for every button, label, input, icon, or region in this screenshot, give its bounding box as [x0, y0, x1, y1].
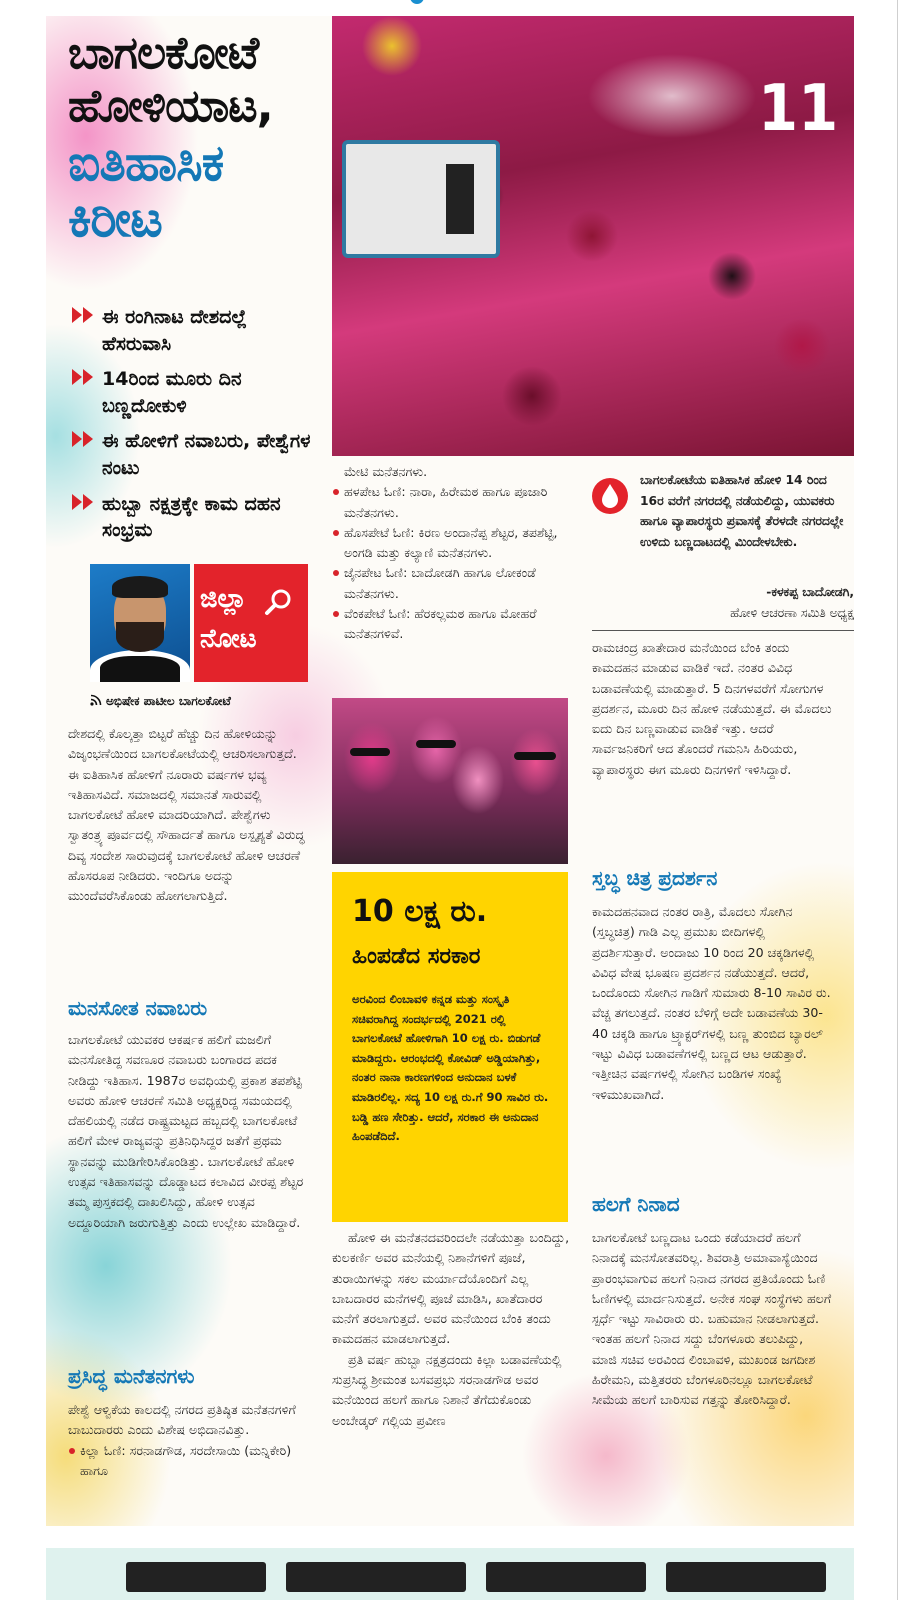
quote-text: ಬಾಗಲಕೋಟೆಯ ಐತಿಹಾಸಿಕ ಹೋಳಿ 14 ರಿಂದ 16ರ ವರೆಗೆ ನಗರದಲ್ಲಿ ನಡೆಯಲಿದ್ದು, ಯುವಕರು ಹಾಗೂ ವ್ಯಾಪಾರಸ್ಥರು ಪ್ರವಾಸಕ್ಕೆ ತೆರಳದೇ ನಗರದಲ್ಲೇ ಉಳಿದು ಬಣ್ಣದಾಟದಲ್ಲಿ ಮಿಂದೇಳಬೇಕು.: [640, 473, 844, 549]
subheading-families: ಪ್ರಸಿದ್ಧ ಮನೆತನಗಳು: [68, 1364, 195, 1388]
page-number: 11: [758, 72, 839, 146]
highlight-text: ಈ ರಂಗಿನಾಟ ದೇಶದಲ್ಲೆ ಹೆಸರುವಾಸಿ: [102, 306, 247, 355]
byline: [90, 694, 340, 709]
double-arrow-icon: [72, 369, 96, 385]
right-intro-text: [592, 638, 832, 780]
subheading-tableau: ಸ್ತಬ್ಧ ಚಿತ್ರ ಪ್ರದರ್ಶನ: [592, 866, 718, 890]
nawabs-paragraph: ಬಾಗಲಕೋಟೆ ಯುವಕರ ಆಕರ್ಷಕ ಹಲಿಗೆ ಮಜಲಿಗೆ ಮನಸೋತಿದ್ದ ಸವಣೂರ ನವಾಬರು ಬಂಗಾರದ ಪದಕ ನೀಡಿದ್ದು ಇತಿಹಾಸ. 1987ರ ಅವಧಿಯಲ್ಲಿ ಪ್ರಕಾಶ ತಪಶೆಟ್ಟಿ ಅವರು ಹೋಳಿ ಆಚರಣೆ ಸಮಿತಿ ಅಧ್ಯಕ್ಷರಿದ್ದ ಸಮಯದಲ್ಲಿ ದೆಹಲಿಯಲ್ಲಿ ನಡೆದ ರಾಷ್ಟ್ರಮಟ್ಟದ ಹಬ್ಬದಲ್ಲಿ ಬಾಗಲಕೋಟೆ ಹಲಿಗೆ ಮೇಳ ರಾಜ್ಯವನ್ನು ಪ್ರತಿನಿಧಿಸಿದ್ದರ ಜತೆಗೆ ಪ್ರಥಮ ಸ್ಥಾನವನ್ನು ಮುಡಿಗೇರಿಸಿಕೊಂಡಿತ್ತು. ಬಾಗಲಕೋಟೆ ಹೋಳಿ ಉತ್ಸವ ಇತಿಹಾಸವನ್ನು ದೊಡ್ಡಾಟದ ಕಲಾವಿದ ವೀರಪ್ಪ ಶೆಟ್ಟರ ತಮ್ಮ ಪುಸ್ತಕದಲ್ಲಿ ದಾಖಲಿಸಿದ್ದು, ಹೋಳಿ ಉತ್ಸವ ಅದ್ದೂರಿಯಾಗಿ ಜರುಗುತ್ತಿತ್ತು ಎಂದು ಉಲ್ಲೇಖ ಮಾಡಿದ್ದಾರೆ.: [68, 1032, 304, 1230]
family-item: ಜೈನಪೇಟ ಓಣಿ: ಬಾದೋಡಗಿ ಹಾಗೂ ಲೋಕಂಡೆ ಮನೆತನಗಳು.: [332, 563, 572, 604]
family-item: ಕಿಲ್ಲಾ ಓಣಿ: ಸರನಾಡಗೌಡ, ಸರದೇಸಾಯಿ (ಮನ್ನಿಕೇರಿ) ಹಾಗೂ: [68, 1441, 308, 1482]
subheading-halage: ಹಲಗೆ ನಿನಾದ: [592, 1192, 680, 1216]
headline-line-4: ಕಿರೀಟ: [68, 190, 162, 248]
intro-paragraph: ದೇಶದಲ್ಲಿ ಕೊಲ್ಕತ್ತಾ ಬಿಟ್ಟರೆ ಹೆಚ್ಚು ದಿನ ಹೋಳಿಯನ್ನು ವಿಜೃಂಭಣೆಯಿಂದ ಬಾಗಲಕೋಟೆಯಲ್ಲಿ ಆಚರಿಸಲಾಗುತ್ತದೆ. ಈ ಐತಿಹಾಸಿಕ ಹೋಳಿಗೆ ನೂರಾರು ವರ್ಷಗಳ ಭವ್ಯ ಇತಿಹಾಸವಿದೆ. ಸಮಾಜದಲ್ಲಿ ಸಮಾನತೆ ಸಾರುವಲ್ಲಿ ಬಾಗಲಕೋಟೆ ಹೋಳಿ ಮಾದರಿಯಾಗಿದೆ. ಪೇಶ್ವೆಗಳು ಸ್ವಾತಂತ್ರ್ಯ ಪೂರ್ವದಲ್ಲಿ ಸೌಹಾರ್ದತೆ ಹಾಗೂ ಅಸ್ಪೃಶ್ಯತೆ ವಿರುದ್ಧ ದಿವ್ಯ ಸಂದೇಶ ಸಾರುವುದಕ್ಕೆ ಬಾಗಲಕೋಟೆ ಹೋಳಿ ಆಚರಣೆ ಹೊಸರೂಪ ನೀಡಿದರು. ಇಂದಿಗೂ ಅದನ್ನು ಮುಂದೆವರೆಸಿಕೊಂಡು ಹೋಗಲಾಗುತ್ತಿದೆ.: [68, 726, 305, 904]
byline-text: ಅಭಿಷೇಕ ಪಾಟೀಲ ಬಾಗಲಕೋಟೆ: [106, 694, 231, 708]
headline-line-1: ಬಾಗಲಕೋಟೆ: [68, 26, 259, 79]
feed-icon: [90, 694, 102, 706]
highlight-text: 14ರಿಂದ ಮೂರು ದಿನ ಬಣ್ಣದೋಕುಳಿ: [102, 368, 242, 417]
vehicle-in-photo: [342, 140, 500, 258]
column-badge-line-2: ನೋಟ: [200, 624, 257, 654]
double-arrow-icon: [72, 494, 96, 510]
headline: [68, 26, 338, 248]
family-item: ಹೊಸಪೇಟೆ ಓಣಿ: ಕಿರಣ ಅಂದಾನೆಪ್ಪ ಶೆಟ್ಟರ, ತಪಶೆಟ್ಟಿ, ಅಂಗಡಿ ಮತ್ತು ಕಲ್ಯಾಣಿ ಮನೆತನಗಳು.: [332, 523, 572, 564]
family-item: ಹಳಪೇಟ ಓಣಿ: ನಾರಾ, ಹಿರೇಮಠ ಹಾಗೂ ಪೂಜಾರಿ ಮನೆತನಗಳು.: [332, 482, 572, 523]
right-halage-text: [592, 1228, 832, 1411]
next-page-strip: [46, 1548, 854, 1600]
highlights-list: [72, 304, 322, 553]
right-tableau-text: [592, 902, 832, 1105]
mid-paragraph: ಪ್ರತಿ ವರ್ಷ ಹುಬ್ಬಾ ನಕ್ಷತ್ರದಂದು ಕಿಲ್ಲಾ ಬಡಾವಣೆಯಲ್ಲಿ ಸುಪ್ರಸಿದ್ಧ ಶ್ರೀಮಂತ ಬಸವಪ್ರಭು ಸರನಾಡಗೌಡ ಅವರ ಮನೆಯಿಂದ ಹಲಗೆ ಹಾಗೂ ನಿಶಾನೆ ತೆಗೆದುಕೊಂಡು ಅಂಬೇಡ್ಕರ್ ಗಲ್ಲಿಯ ಪ್ರವೀಣ: [332, 1351, 562, 1428]
top-bar: [0, 0, 921, 8]
mid-families-list: [332, 462, 572, 645]
mid-paragraph: ಹೋಳಿ ಈ ಮನೆತನದವರಿಂದಲೇ ನಡೆಯುತ್ತಾ ಬಂದಿದ್ದು, ಕುಲಕರ್ಣಿ ಅವರ ಮನೆಯಲ್ಲಿ ನಿಶಾನೆಗಳಿಗೆ ಪೂಜೆ, ತುರಾಯಿಗಳನ್ನು ಸಕಲ ಮರ್ಯಾದೆಯೊಂದಿಗೆ ಎಲ್ಲ ಬಾಬದಾರರ ಮನೆಗಳಲ್ಲಿ ಪೂಜೆ ಮಾಡಿಸಿ, ಖಾತೆದಾರರ ಮನೆಗೆ ತರಲಾಗುತ್ತದೆ. ಅವರ ಮನೆಯಿಂದ ಬೆಂಕಿ ತಂದು ಕಾಮದಹನ ಮಾಡಲಾಗುತ್ತದೆ.: [332, 1230, 570, 1347]
quote-divider: [592, 630, 854, 631]
quote-attribution: [646, 582, 854, 623]
subheading-nawabs: ಮನಸೋತ ನವಾಬರು: [68, 996, 208, 1020]
right-paragraph: ರಾಮಚಂದ್ರ ಖಾತೇದಾರ ಮನೆಯಿಂದ ಬೆಂಕಿ ತಂದು ಕಾಮದಹನ ಮಾಡುವ ವಾಡಿಕೆ ಇದೆ. ನಂತರ ವಿವಿಧ ಬಡಾವಣೆಯಲ್ಲಿ ಮಾಡುತ್ತಾರೆ. 5 ದಿನಗಳವರೆಗೆ ಸೋಗುಗಳ ಪ್ರದರ್ಶನ, ಮೂರು ದಿನ ಹೋಳಿ ನಡೆಯುತ್ತದೆ. ಈ ಮೊದಲು ಐದು ದಿನ ಬಣ್ಣವಾಡುವ ವಾಡಿಕೆ ಇತ್ತು. ಆದರೆ ಸಾರ್ವಜನಿಕರಿಗೆ ಆದ ತೊಂದರೆ ಗಮನಿಸಿ ಹಿರಿಯರು, ವ್ಯಾಪಾರಸ್ಥರು ಈಗ ಮೂರು ದಿನಗಳಿಗೆ ಇಳಿಸಿದ್ದಾರೆ.: [592, 640, 832, 777]
top-marker: [410, 0, 424, 4]
headline-line-3: ಐತಿಹಾಸಿಕ: [68, 134, 224, 192]
column-badge-line-1: ಜಿಲ್ಲಾ: [200, 584, 247, 614]
list-continuation: ಮೇಟಿ ಮನೆತನಗಳು.: [344, 464, 428, 479]
grant-box: [332, 872, 568, 1222]
quote-role: ಹೋಳಿ ಆಚರಣಾ ಸಮಿತಿ ಅಧ್ಯಕ್ಷ: [730, 605, 854, 620]
tableau-paragraph: ಕಾಮದಹನವಾದ ನಂತರ ರಾತ್ರಿ, ಮೊದಲು ಸೋಗಿನ (ಸ್ತಬ್ಧಚಿತ್ರ) ಗಾಡಿ ಎಲ್ಲ ಪ್ರಮುಖ ಬೀದಿಗಳಲ್ಲಿ ಪ್ರದರ್ಶಿಸುತ್ತಾರೆ. ಅಂದಾಜು 10 ರಿಂದ 20 ಚಕ್ಕಡಿಗಳಲ್ಲಿ ವಿವಿಧ ವೇಷ ಭೂಷಣ ಪ್ರದರ್ಶನ ನಡೆಯುತ್ತದೆ. ಆದರೆ, ಒಂದೊಂದು ಸೋಗಿನ ಗಾಡಿಗೆ ಸುಮಾರು 8-10 ಸಾವಿರ ರು. ವೆಚ್ಚ ತಗಲುತ್ತದೆ. ನಂತರ ಬೆಳಿಗ್ಗೆ ಅದೇ ಬಡಾವಣೆಯ 30-40 ಚಕ್ಕಡಿ ಹಾಗೂ ಟ್ರ್ಯಾಕ್ಟರ್‌ಗಳಲ್ಲಿ ಬಣ್ಣ ತುಂಬಿದ ಬ್ಯಾರಲ್ ಇಟ್ಟು ವಿವಿಧ ಬಡಾವಣೆಗಳಲ್ಲಿ ಬಣ್ಣದ ಆಟ ಆಡುತ್ತಾರೆ. ಇತ್ತೀಚಿನ ವರ್ಷಗಳಲ್ಲಿ ಸೋಗಿನ ಬಂಡಿಗಳ ಸಂಖ್ಯೆ ಇಳಿಮುಖವಾಗಿದೆ.: [592, 904, 831, 1102]
halage-paragraph: ಬಾಗಲಕೋಟೆ ಬಣ್ಣದಾಟ ಒಂದು ಕಡೆಯಾದರೆ ಹಲಗೆ ನಿನಾದಕ್ಕೆ ಮನಸೋತವರಿಲ್ಲ. ಶಿವರಾತ್ರಿ ಅಮಾವಾಸ್ಯೆಯಿಂದ ಪ್ರಾರಂಭವಾಗುವ ಹಲಗೆ ನಿನಾದ ನಗರದ ಪ್ರತಿಯೊಂದು ಓಣಿ ಓಣಿಗಳಲ್ಲಿ ಮಾರ್ದನಿಸುತ್ತದೆ. ಅನೇಕ ಸಂಘ ಸಂಸ್ಥೆಗಳು ಹಲಗೆ ಸ್ಪರ್ಧೆ ಇಟ್ಟು ಸಾವಿರಾರು ರು. ಬಹುಮಾನ ನೀಡಲಾಗುತ್ತದೆ. ಇಂತಹ ಹಲಗೆ ನಿನಾದ ಸದ್ದು ಬೆಂಗಳೂರು ತಲುಪಿದ್ದು, ಮಾಜಿ ಸಚಿವ ಅರವಿಂದ ಲಿಂಬಾವಳಿ, ಮುಖಂಡ ಜಗದೀಶ ಹಿರೇಮನಿ, ಮತ್ತಿತರರು ಬೆಂಗಳೂರಿನಲ್ಲೂ ಬಾಗಲಕೋಟೆ ಸೀಮೆಯ ಹಲಗೆ ಬಾರಿಸುವ ಗತ್ತನ್ನು ತೋರಿಸಿದ್ದಾರೆ.: [592, 1230, 832, 1408]
left-intro: [68, 724, 308, 907]
highlight-item: [72, 366, 322, 419]
quote-icon: [592, 478, 628, 514]
highlight-item: [72, 491, 322, 544]
page-edge-rule: [897, 0, 898, 1600]
families-paragraph: ಪೇಶ್ವೆ ಆಳ್ವಿಕೆಯ ಕಾಲದಲ್ಲಿ ನಗರದ ಪ್ರತಿಷ್ಠಿತ ಮನೆತನಗಳಿಗೆ ಬಾಬುದಾರರು ಎಂದು ವಿಶೇಷ ಅಭಿದಾನವಿತ್ತು.: [68, 1402, 296, 1438]
highlight-text: ಈ ಹೋಳಿಗೆ ನವಾಬರು, ಪೇಶ್ವೆಗಳ ನಂಟು: [102, 430, 311, 479]
highlight-item: [72, 304, 322, 357]
girls-holi-photo: [332, 698, 568, 864]
quote-author: -ಕಳಕಪ್ಪ ಬಾದೋಡಗಿ,: [766, 585, 854, 599]
grant-title-1: 10 ಲಕ್ಷ ರು.: [352, 894, 488, 929]
headline-line-2: ಹೋಳಿಯಾಟ,: [68, 79, 273, 132]
double-arrow-icon: [72, 307, 96, 323]
newspaper-page: [46, 16, 854, 1526]
double-arrow-icon: [72, 431, 96, 447]
highlight-text: ಹುಬ್ಬಾ ನಕ್ಷತ್ರಕ್ಕೇ ಕಾಮ ದಹನ ಸಂಭ್ರಮ: [102, 492, 281, 542]
left-nawabs-text: [68, 1030, 308, 1233]
mid-bottom-text: [332, 1228, 570, 1431]
family-item: ವೆಂಕಪೇಟೆ ಓಣಿ: ಹೆರಕಲ್ಲಮಠ ಹಾಗೂ ಮೋಹರೆ ಮನೆತನಗಳಿವೆ.: [332, 604, 572, 645]
author-photo: [90, 564, 190, 682]
grant-title-2: ಹಿಂಪಡೆದ ಸರಕಾರ: [352, 944, 481, 969]
highlight-item: [72, 428, 322, 481]
magnifier-icon: [264, 588, 292, 616]
left-families-text: [68, 1400, 308, 1481]
holi-crowd-photo: [332, 16, 854, 456]
column-badge: [194, 564, 308, 682]
grant-body: ಅರವಿಂದ ಲಿಂಬಾವಳಿ ಕನ್ನಡ ಮತ್ತು ಸಂಸ್ಕೃತಿ ಸಚಿವರಾಗಿದ್ದ ಸಂದರ್ಭದಲ್ಲಿ 2021 ರಲ್ಲಿ ಬಾಗಲಕೋಟೆ ಹೋಳಿಗಾಗಿ 10 ಲಕ್ಷ ರು. ಬಿಡುಗಡೆ ಮಾಡಿದ್ದರು. ಆರಂಭದಲ್ಲಿ ಕೋವಿಡ್ ಅಡ್ಡಿಯಾಗಿತ್ತು, ನಂತರ ನಾನಾ ಕಾರಣಗಳಿಂದ ಅನುದಾನ ಬಳಕೆ ಮಾಡಿರಲಿಲ್ಲ. ಸದ್ಯ 10 ಲಕ್ಷ ರು.ಗೆ 90 ಸಾವಿರ ರು. ಬಡ್ಡಿ ಹಣ ಸೇರಿತ್ತು. ಆದರೆ, ಸರಕಾರ ಈ ಅನುದಾನ ಹಿಂಪಡೆದಿದೆ.: [352, 992, 549, 1144]
